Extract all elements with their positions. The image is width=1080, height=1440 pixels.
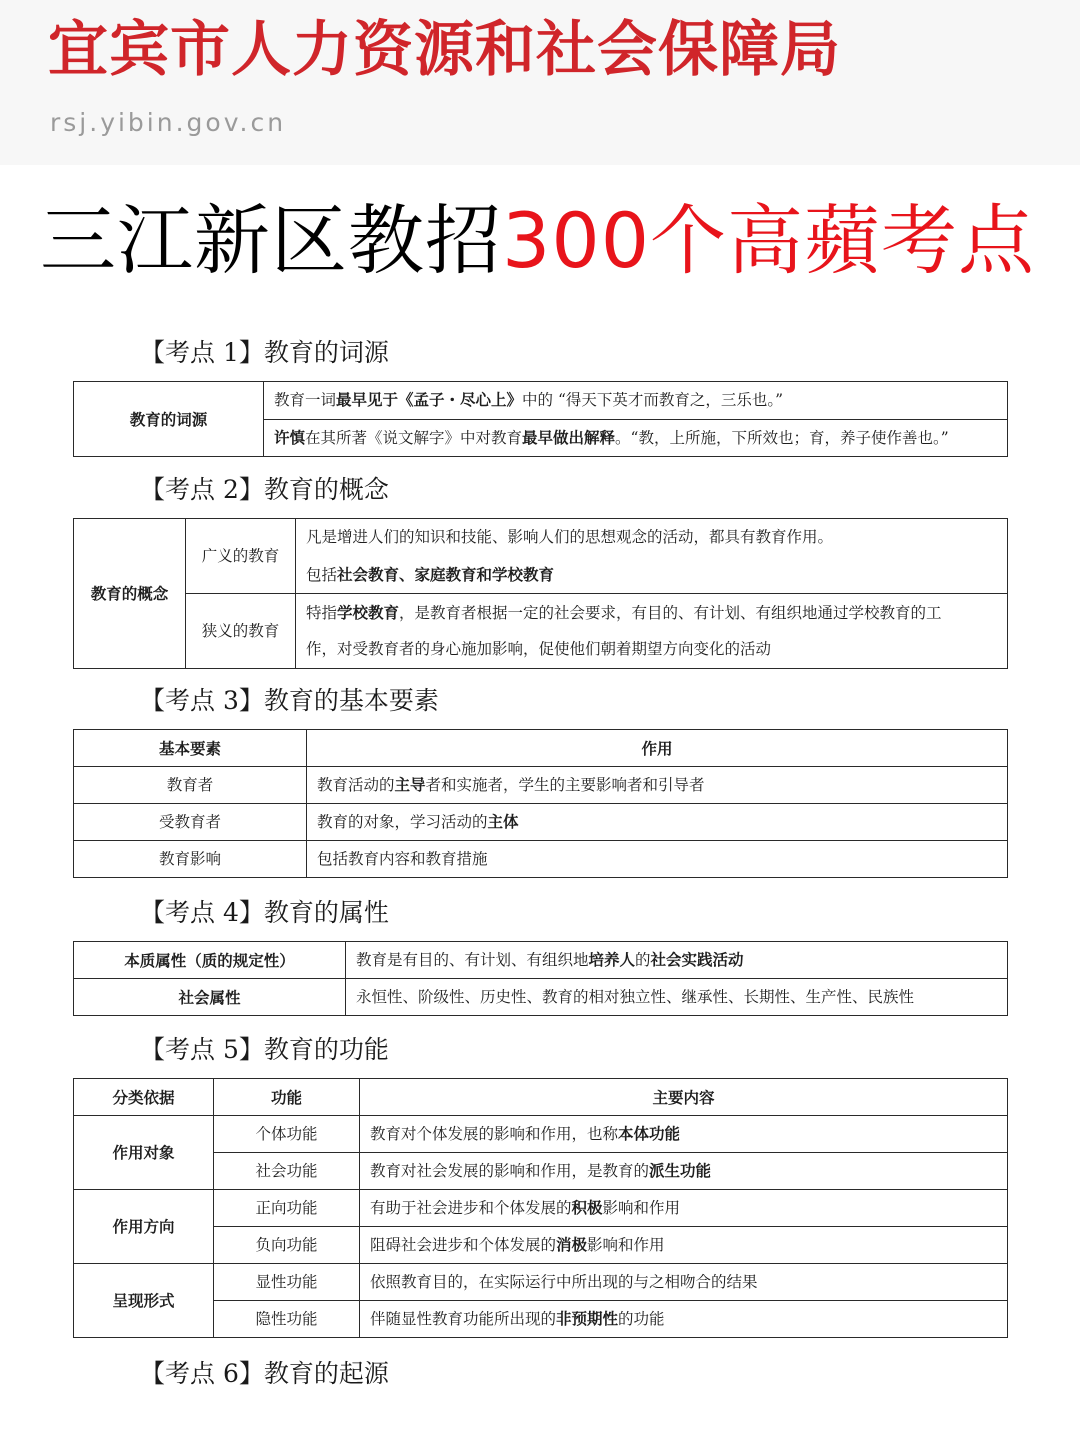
concept-broad-content: 凡是增进人们的知识和技能、影响人们的思想观念的活动，都具有教育作用。 包括社会教育、家庭教育和学校教育 [296,519,1008,594]
functions-header-3: 主要内容 [360,1079,1008,1116]
elements-header-2: 作用 [307,730,1008,767]
table-row: 受教育者 教育的对象，学习活动的主体 [74,804,1008,841]
etymology-row-2: 许慎在其所著《说文解字》中对教育最早做出解释。“教，上所施，下所效也；育，养子使作善也。” [264,419,1008,457]
concept-broad-label: 广义的教育 [186,519,296,594]
table-functions [73,1078,1008,1338]
table-row: 教育影响 包括教育内容和教育措施 [74,841,1008,878]
table-row: 社会属性 永恒性、阶级性、历史性、教育的相对独立性、继承性、长期性、生产性、民族性 [74,979,1008,1016]
title-part1: 三江新区教招 [40,196,502,285]
table-row: 教育者 教育活动的主导者和实施者，学生的主要影响者和引导者 [74,767,1008,804]
section-6-heading: 【考点 6】教育的起源 [140,1359,389,1388]
table-row: 呈现形式 显性功能 依照教育目的，在实际运行中所出现的与之相吻合的结果 [74,1264,1008,1301]
section-2-heading: 【考点 2】教育的概念 [140,475,389,504]
table-row: 作用对象 个体功能 教育对个体发展的影响和作用，也称本体功能 [74,1116,1008,1153]
concept-narrow-label: 狭义的教育 [186,594,296,669]
etymology-row-1: 教育一词最早见于《孟子・尽心上》中的 “得天下英才而教育之，三乐也。” [264,382,1008,420]
concept-head: 教育的概念 [74,519,186,669]
site-url: rsj.yibin.gov.cn [50,108,287,137]
functions-header-2: 功能 [214,1079,360,1116]
table-row: 作用方向 正向功能 有助于社会进步和个体发展的积极影响和作用 [74,1190,1008,1227]
table-attributes [73,941,1008,1016]
site-header [0,0,1080,165]
section-5-heading: 【考点 5】教育的功能 [140,1035,389,1064]
etymology-head: 教育的词源 [74,382,264,457]
table-row: 本质属性（质的规定性） 教育是有目的、有计划、有组织地培养人的社会实践活动 [74,942,1008,979]
table-elements [73,729,1008,878]
site-name: 宜宾市人力资源和社会保障局 [48,15,841,85]
page-title [40,196,1040,286]
table-row: 负向功能 阻碍社会进步和个体发展的消极影响和作用 [74,1227,1008,1264]
table-row: 隐性功能 伴随显性教育功能所出现的非预期性的功能 [74,1301,1008,1338]
functions-header-1: 分类依据 [74,1079,214,1116]
elements-header-1: 基本要素 [74,730,307,767]
table-etymology [73,381,1008,457]
title-part2: 300个高蘋考点 [502,196,1036,285]
section-3-heading: 【考点 3】教育的基本要素 [140,686,439,715]
table-concept [73,518,1008,669]
concept-narrow-content: 特指学校教育，是教育者根据一定的社会要求，有目的、有计划、有组织地通过学校教育的工 作，对受教育者的身心施加影响，促使他们朝着期望方向变化的活动 [296,594,1008,669]
table-row: 社会功能 教育对社会发展的影响和作用，是教育的派生功能 [74,1153,1008,1190]
section-1-heading: 【考点 1】教育的词源 [140,338,389,367]
section-4-heading: 【考点 4】教育的属性 [140,898,389,927]
